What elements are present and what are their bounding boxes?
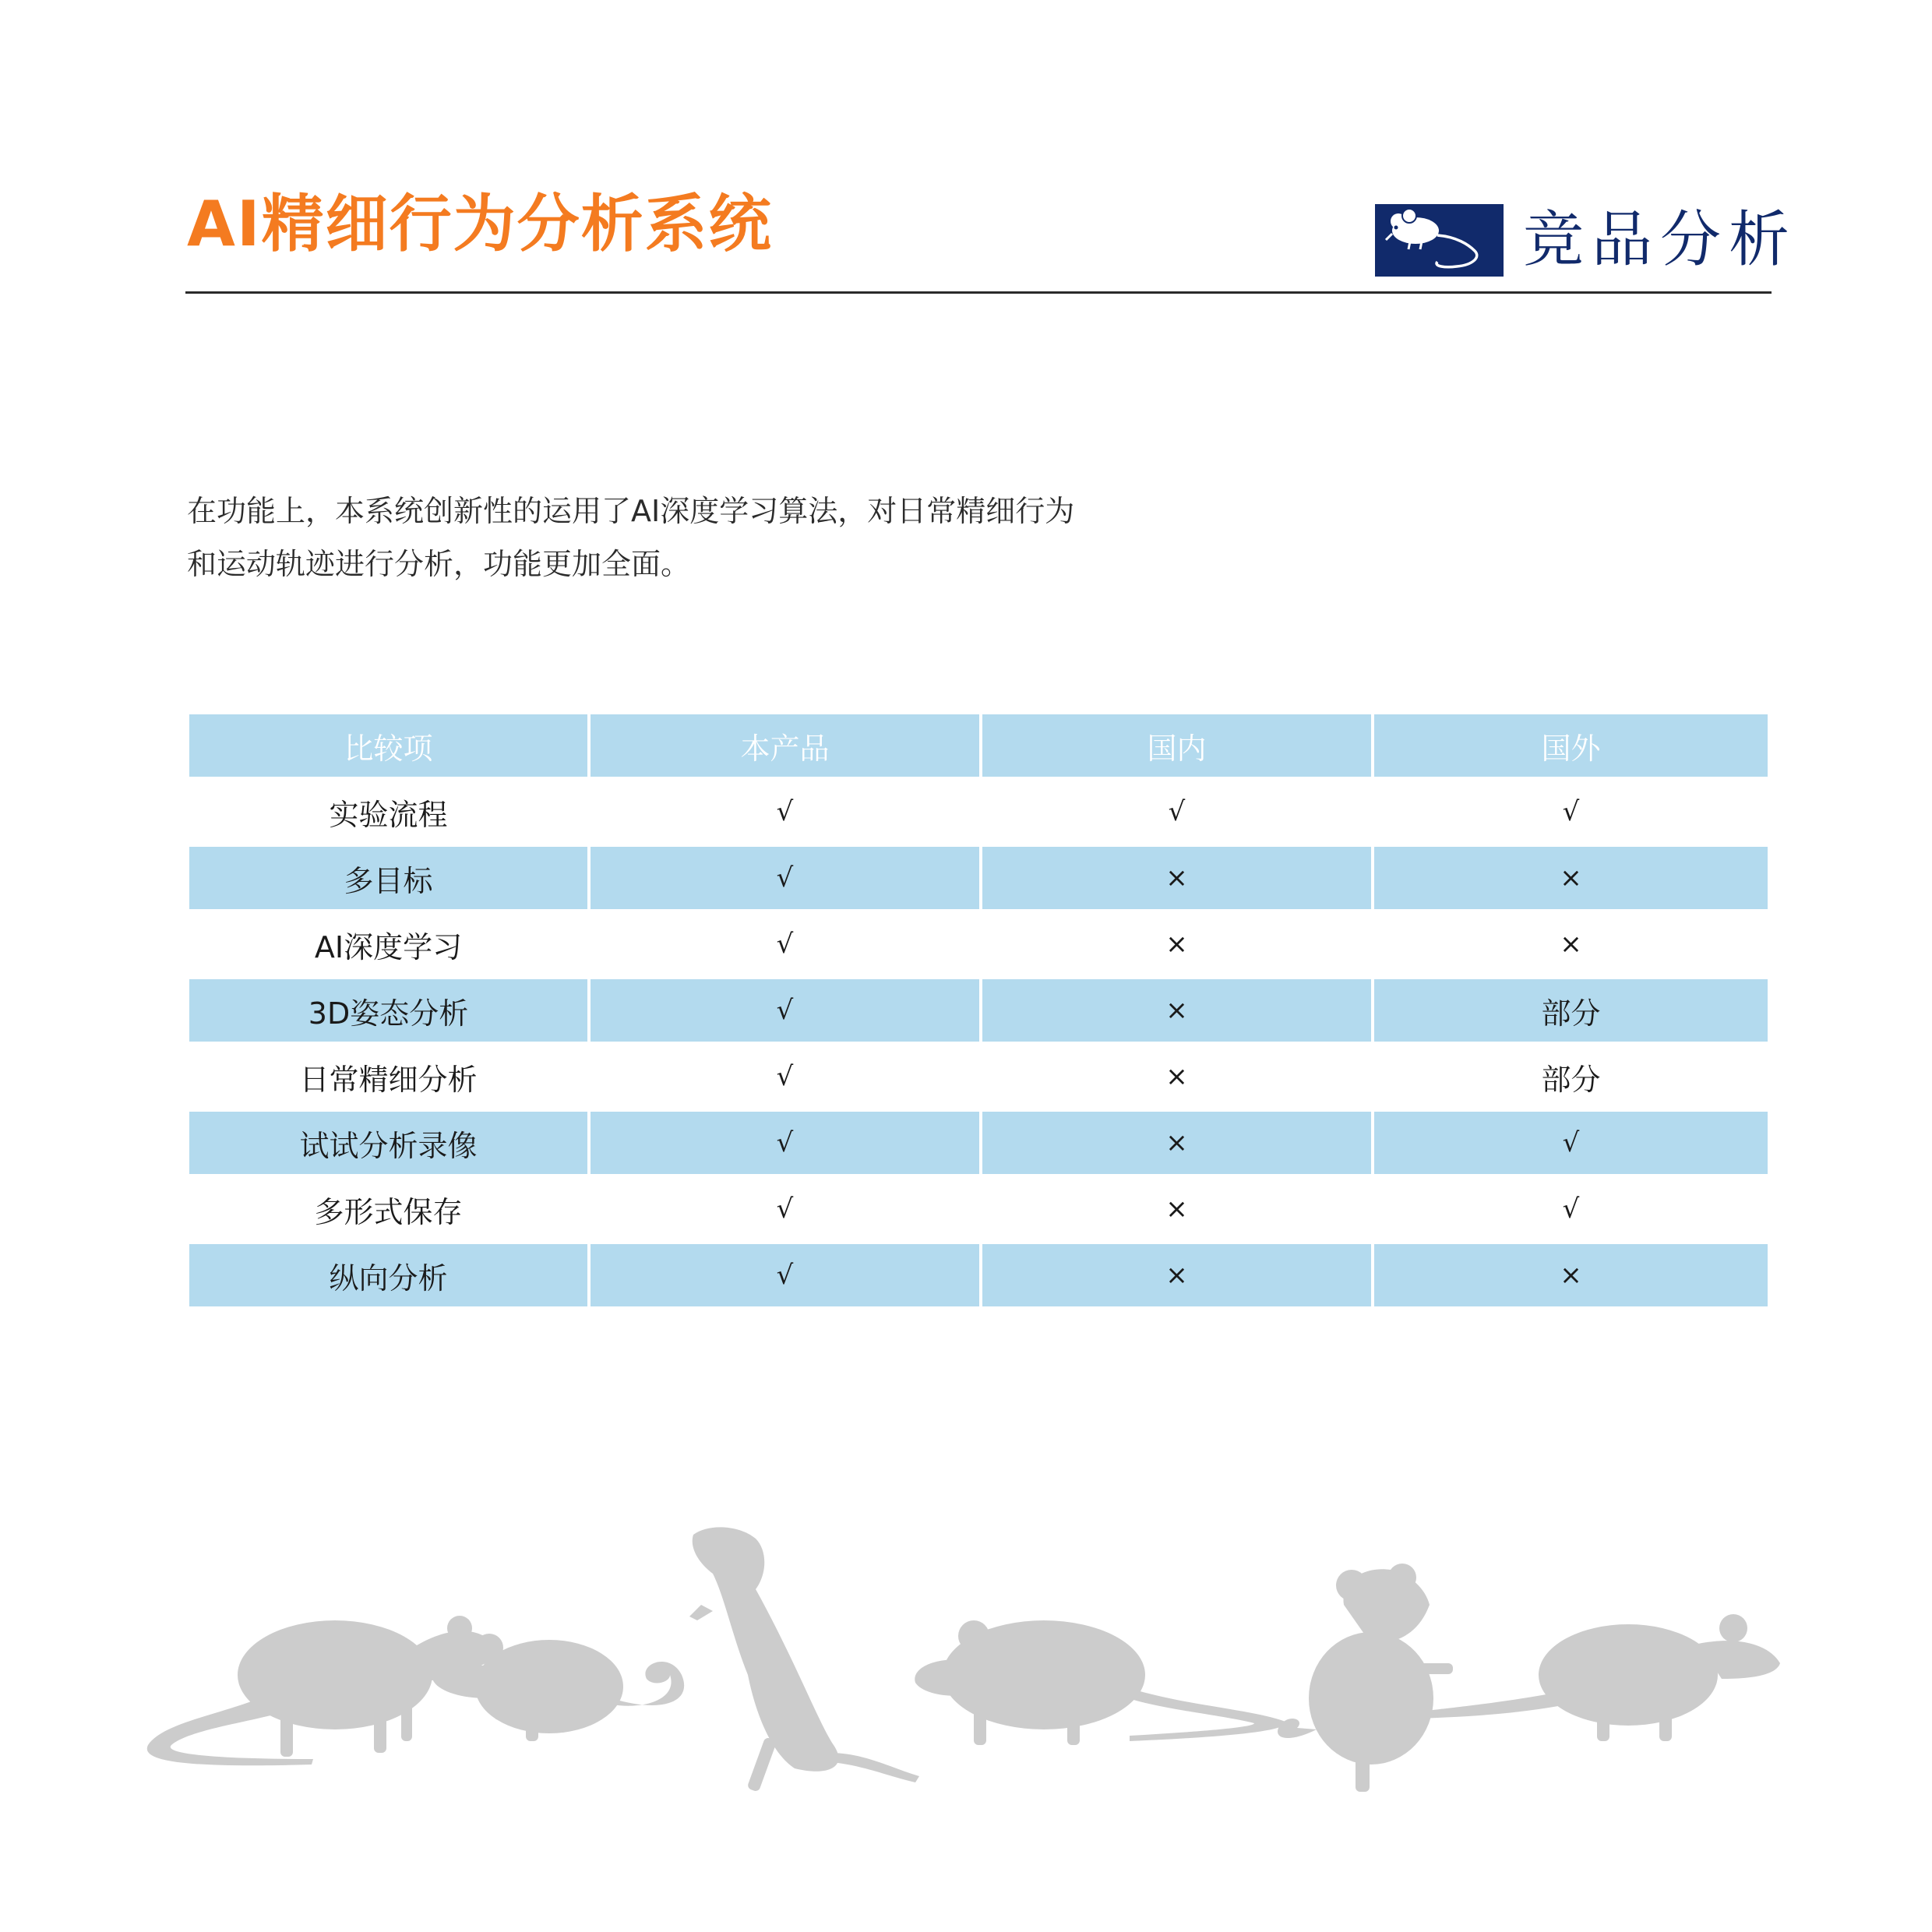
table-row [189,779,1768,845]
header-divider [185,291,1772,294]
table-row [189,1110,1768,1176]
rat-silhouette-4 [915,1620,1285,1745]
table-row [189,1243,1768,1309]
table-row [189,1044,1768,1110]
cell-foreign: √ [1373,1176,1768,1243]
intro-line-1: 在功能上，本系统创新性的运用了AI深度学习算法，对日常精细行为 [187,494,1075,528]
cell-domestic: × [981,978,1373,1044]
rat-silhouette-1 [147,1616,497,1765]
table-header-row [189,714,1768,779]
cell-product: √ [589,845,981,911]
intro-paragraph [187,485,1074,591]
rat-silhouette-3 [689,1527,919,1792]
cell-foreign: × [1373,1243,1768,1309]
table-row [189,978,1768,1044]
table-row [189,845,1768,911]
cell-domestic: × [981,845,1373,911]
column-header-domestic: 国内 [981,714,1373,779]
cell-domestic: × [981,1243,1373,1309]
row-label: 试试分析录像 [189,1110,589,1176]
cell-product: √ [589,911,981,978]
mouse-logo-icon [1375,204,1504,277]
section-label: 竞品分析 [1523,205,1798,275]
cell-foreign: √ [1373,1110,1768,1176]
cell-domestic: × [981,911,1373,978]
rodent-silhouettes-illustration [132,1519,1823,1815]
cell-product: √ [589,779,981,845]
table-row [189,911,1768,978]
cell-foreign: × [1373,911,1768,978]
cell-product: √ [589,1176,981,1243]
cell-foreign: √ [1373,779,1768,845]
rat-silhouette-5 [1278,1564,1453,1792]
cell-domestic: × [981,1176,1373,1243]
page-title: AI精细行为分析系统 [187,188,773,260]
cell-foreign: 部分 [1373,1044,1768,1110]
table-row [189,1176,1768,1243]
row-label: 3D姿态分析 [189,978,589,1044]
row-label: 日常精细分析 [189,1044,589,1110]
cell-domestic: × [981,1110,1373,1176]
column-header-item: 比较项 [189,714,589,779]
cell-product: √ [589,1243,981,1309]
row-label: 多形式保存 [189,1176,589,1243]
comparison-table [189,714,1768,1310]
cell-domestic: × [981,1044,1373,1110]
rat-silhouette-6 [1418,1614,1780,1741]
cell-domestic: √ [981,779,1373,845]
cell-foreign: 部分 [1373,978,1768,1044]
column-header-product: 本产品 [589,714,981,779]
row-label: AI深度学习 [189,911,589,978]
cell-product: √ [589,1044,981,1110]
cell-product: √ [589,1110,981,1176]
row-label: 多目标 [189,845,589,911]
cell-foreign: × [1373,845,1768,911]
row-label: 实验流程 [189,779,589,845]
cell-product: √ [589,978,981,1044]
column-header-foreign: 国外 [1373,714,1768,779]
intro-line-2: 和运动轨迹进行分析，功能更加全面。 [187,547,691,581]
row-label: 纵向分析 [189,1243,589,1309]
